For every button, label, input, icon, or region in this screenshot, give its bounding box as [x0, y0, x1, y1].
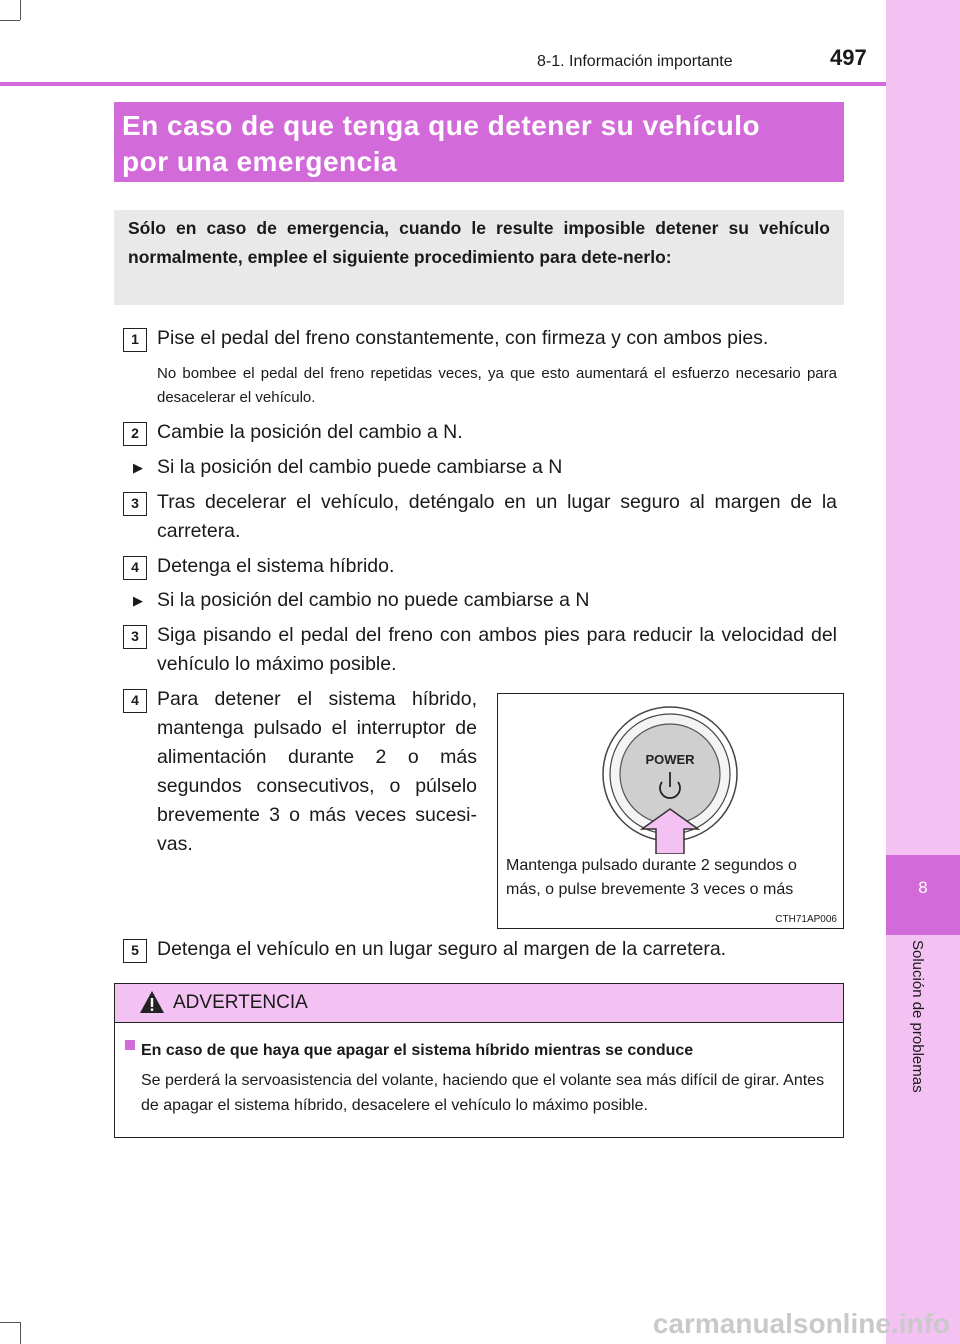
step-text: Tras decelerar el vehículo, deténgalo en un lugar seguro al margen de la carretera.: [157, 491, 837, 542]
triangle-arrow-icon: ▶: [133, 593, 143, 608]
step-number: 5: [123, 939, 147, 963]
chapter-number: 8: [918, 878, 928, 897]
step-text: Detenga el sistema híbrido.: [157, 555, 395, 577]
crop-mark: [0, 20, 20, 21]
figure-code: CTH71AP006: [775, 914, 837, 925]
figure-caption-line-1: Mantenga pulsado durante 2 segundos o: [506, 857, 797, 874]
triangle-arrow-icon: ▶: [133, 460, 143, 475]
step-number: 2: [123, 422, 147, 446]
step-text: Para detener el sistema híbrido, mantenga pulsado el interruptor de alimentación durante 2 o más segundos consecutivos, o púlselo brevemente 3 o más veces sucesi-vas.: [157, 688, 477, 855]
power-button-illustration: [498, 694, 843, 854]
step-number: 3: [123, 492, 147, 516]
page-title: [114, 102, 844, 182]
warning-header: [115, 984, 843, 1023]
figure-caption: [506, 854, 797, 902]
chapter-side-tab: [886, 0, 960, 1344]
watermark: carmanualsonline.info: [652, 1308, 950, 1339]
square-bullet-icon: [125, 1040, 135, 1050]
warning-triangle-icon: [139, 990, 165, 1014]
step-number: 4: [123, 689, 147, 713]
step-text: Detenga el vehículo en un lugar seguro al margen de la carretera.: [157, 938, 727, 960]
intro-text: Sólo en caso de emergencia, cuando le resulte imposible detener su vehículo normalmente, emplee el siguiente procedimiento para dete-nerlo:: [128, 218, 830, 267]
power-switch-figure: [497, 693, 844, 929]
title-line-2: por una emergencia: [122, 146, 398, 177]
section-label: 8-1. Información importante: [537, 53, 733, 70]
power-button-label: POWER: [645, 752, 695, 767]
header-rule: [0, 82, 886, 86]
case-heading: Si la posición del cambio puede cambiarse a N: [157, 456, 563, 478]
step-number: 1: [123, 328, 147, 352]
warning-subtitle: En caso de que haya que apagar el sistema híbrido mientras se conduce: [141, 1042, 694, 1059]
title-line-1: En caso de que tenga que detener su vehículo: [122, 110, 761, 141]
warning-box: [114, 983, 844, 1138]
intro-box: [114, 210, 844, 305]
case-heading: Si la posición del cambio no puede cambiarse a N: [157, 589, 590, 611]
step-text: Pise el pedal del freno constantemente, con firmeza y con ambos pies.: [157, 327, 769, 349]
crop-mark: [20, 0, 21, 20]
step-number: 4: [123, 556, 147, 580]
step-text: Siga pisando el pedal del freno con ambos pies para reducir la velocidad del vehículo lo máximo posible.: [157, 624, 837, 675]
crop-mark: [20, 1322, 21, 1344]
page-number: 497: [830, 45, 867, 70]
chapter-title: Solución de problemas: [909, 940, 926, 1093]
step-text: Cambie la posición del cambio a N.: [157, 421, 463, 443]
figure-caption-line-2: más, o pulse brevemente 3 veces o más: [506, 881, 794, 898]
warning-body: Se perderá la servoasistencia del volante, haciendo que el volante sea más difícil de girar. Antes de apagar el sistema híbrido, desacelere el vehículo lo máximo posible.: [141, 1072, 825, 1114]
warning-title: ADVERTENCIA: [173, 992, 308, 1013]
crop-mark: [0, 1322, 20, 1323]
step-number: 3: [123, 625, 147, 649]
step-note: No bombee el pedal del freno repetidas veces, ya que esto aumentará el esfuerzo necesario para desacelerar el vehículo.: [157, 365, 837, 406]
